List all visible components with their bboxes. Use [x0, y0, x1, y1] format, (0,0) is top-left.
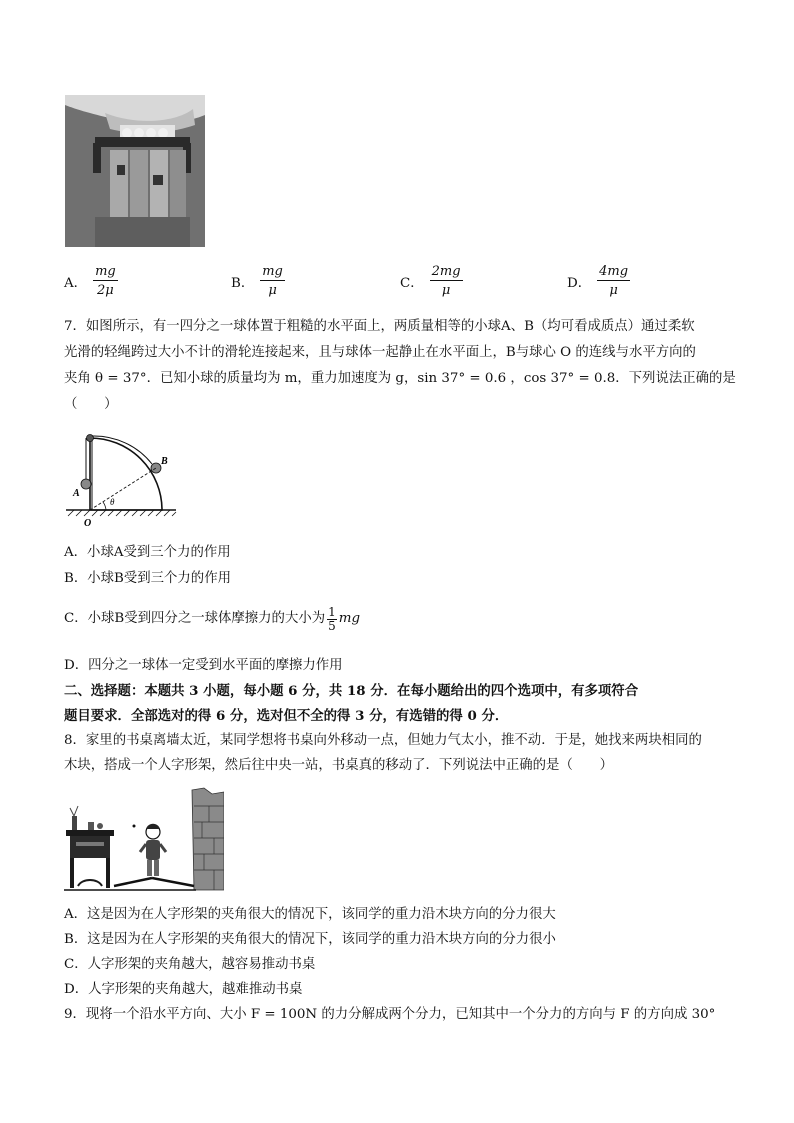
q6-option-c[interactable] — [400, 264, 463, 298]
q6-option-d[interactable] — [567, 264, 630, 298]
q8-option-a[interactable]: A．这是因为在人字形架的夹角很大的情况下，该同学的重力沿木块方向的分力很大 — [64, 907, 556, 922]
q7-stem-line-2: 光滑的轻绳跨过大小不计的滑轮连接起来，且与球体一起静止在水平面上，B与球心 O 的连线与水平方向的 — [64, 345, 696, 360]
q7-option-b[interactable]: B．小球B受到三个力的作用 — [64, 571, 231, 586]
label-theta: θ — [110, 497, 115, 507]
q7-option-c-tail: mg — [338, 611, 361, 626]
q6-option-b[interactable] — [231, 264, 285, 298]
denominator: 5 — [328, 618, 336, 633]
option-letter: A． — [64, 275, 88, 291]
numerator: 4mg — [599, 264, 629, 279]
numerator: 1 — [328, 604, 336, 619]
q6-option-a-fraction — [93, 264, 118, 298]
ground-hatching — [66, 510, 176, 516]
q7-option-c-fraction — [327, 606, 337, 633]
angle-arc — [103, 502, 106, 510]
q8-figure — [64, 786, 224, 894]
q6-option-d-fraction — [597, 264, 630, 298]
q7-stem-line-4: （ ） — [64, 397, 118, 412]
q6-photo-drawing — [65, 95, 205, 247]
denominator: 2μ — [97, 283, 114, 298]
q6-option-a[interactable] — [64, 264, 118, 298]
denominator: μ — [609, 283, 618, 298]
dashed-radius — [90, 468, 156, 510]
q6-option-c-fraction — [430, 264, 463, 298]
brick-wall — [192, 788, 224, 890]
q7-stem-line-3: 夹角 θ = 37°．已知小球的质量均为 m，重力加速度为 g，sin 37° = 0.6 ，cos 37° = 0.8．下列说法正确的是 — [64, 371, 736, 386]
numerator: 2mg — [431, 264, 461, 279]
q8-option-d[interactable]: D．人字形架的夹角越大，越难推动书桌 — [64, 982, 303, 997]
ball-a — [81, 479, 91, 489]
q7-option-c-text: C．小球B受到四分之一球体摩擦力的大小为 — [64, 611, 326, 626]
q7-option-d[interactable]: D．四分之一球体一定受到水平面的摩擦力作用 — [64, 658, 343, 673]
q6-option-b-fraction — [260, 264, 285, 298]
rope-b — [92, 436, 152, 464]
q8-stem-line-1: 8．家里的书桌离墙太近，某同学想将书桌向外移动一点，但她力气太小，推不动．于是，她找来两块相同的 — [64, 733, 702, 748]
numerator: mg — [95, 264, 116, 279]
numerator: mg — [262, 264, 283, 279]
option-letter: C． — [400, 275, 424, 291]
q8-option-c[interactable]: C．人字形架的夹角越大，越容易推动书桌 — [64, 957, 316, 972]
option-letter: D． — [567, 275, 592, 291]
label-o: O — [84, 518, 92, 529]
q7-stem-line-1: 7．如图所示，有一四分之一球体置于粗糙的水平面上，两质量相等的小球A、B（均可看成质点）通过柔软 — [64, 319, 695, 334]
q7-figure — [64, 428, 180, 532]
denominator: μ — [441, 283, 451, 298]
q7-option-c[interactable] — [64, 604, 360, 634]
q6-photo — [65, 95, 205, 247]
q7-option-a[interactable]: A．小球A受到三个力的作用 — [64, 545, 231, 560]
denominator: μ — [268, 283, 277, 298]
q9-stem-line-1: 9．现将一个沿水平方向、大小 F = 100N 的力分解成两个分力，已知其中一个分力的方向与 F 的方向成 30° — [64, 1007, 716, 1022]
motion-mark — [133, 825, 136, 828]
label-b: B — [161, 456, 168, 467]
option-letter: B． — [231, 275, 255, 291]
section2-line-2: 题目要求．全部选对的得 6 分，选对但不全的得 3 分，有选错的得 0 分． — [64, 708, 509, 724]
q8-option-b[interactable]: B．这是因为在人字形架的夹角很大的情况下，该同学的重力沿木块方向的分力很小 — [64, 932, 556, 947]
quarter-sphere — [90, 438, 162, 510]
label-a: A — [73, 488, 80, 499]
q8-stem-line-2: 木块，搭成一个人字形架，然后往中央一站，书桌真的移动了．下列说法中正确的是（ ） — [64, 758, 614, 773]
section2-line-1: 二、选择题：本题共 3 小题，每小题 6 分，共 18 分．在每小题给出的四个选项中，有多项符合 — [64, 683, 639, 699]
